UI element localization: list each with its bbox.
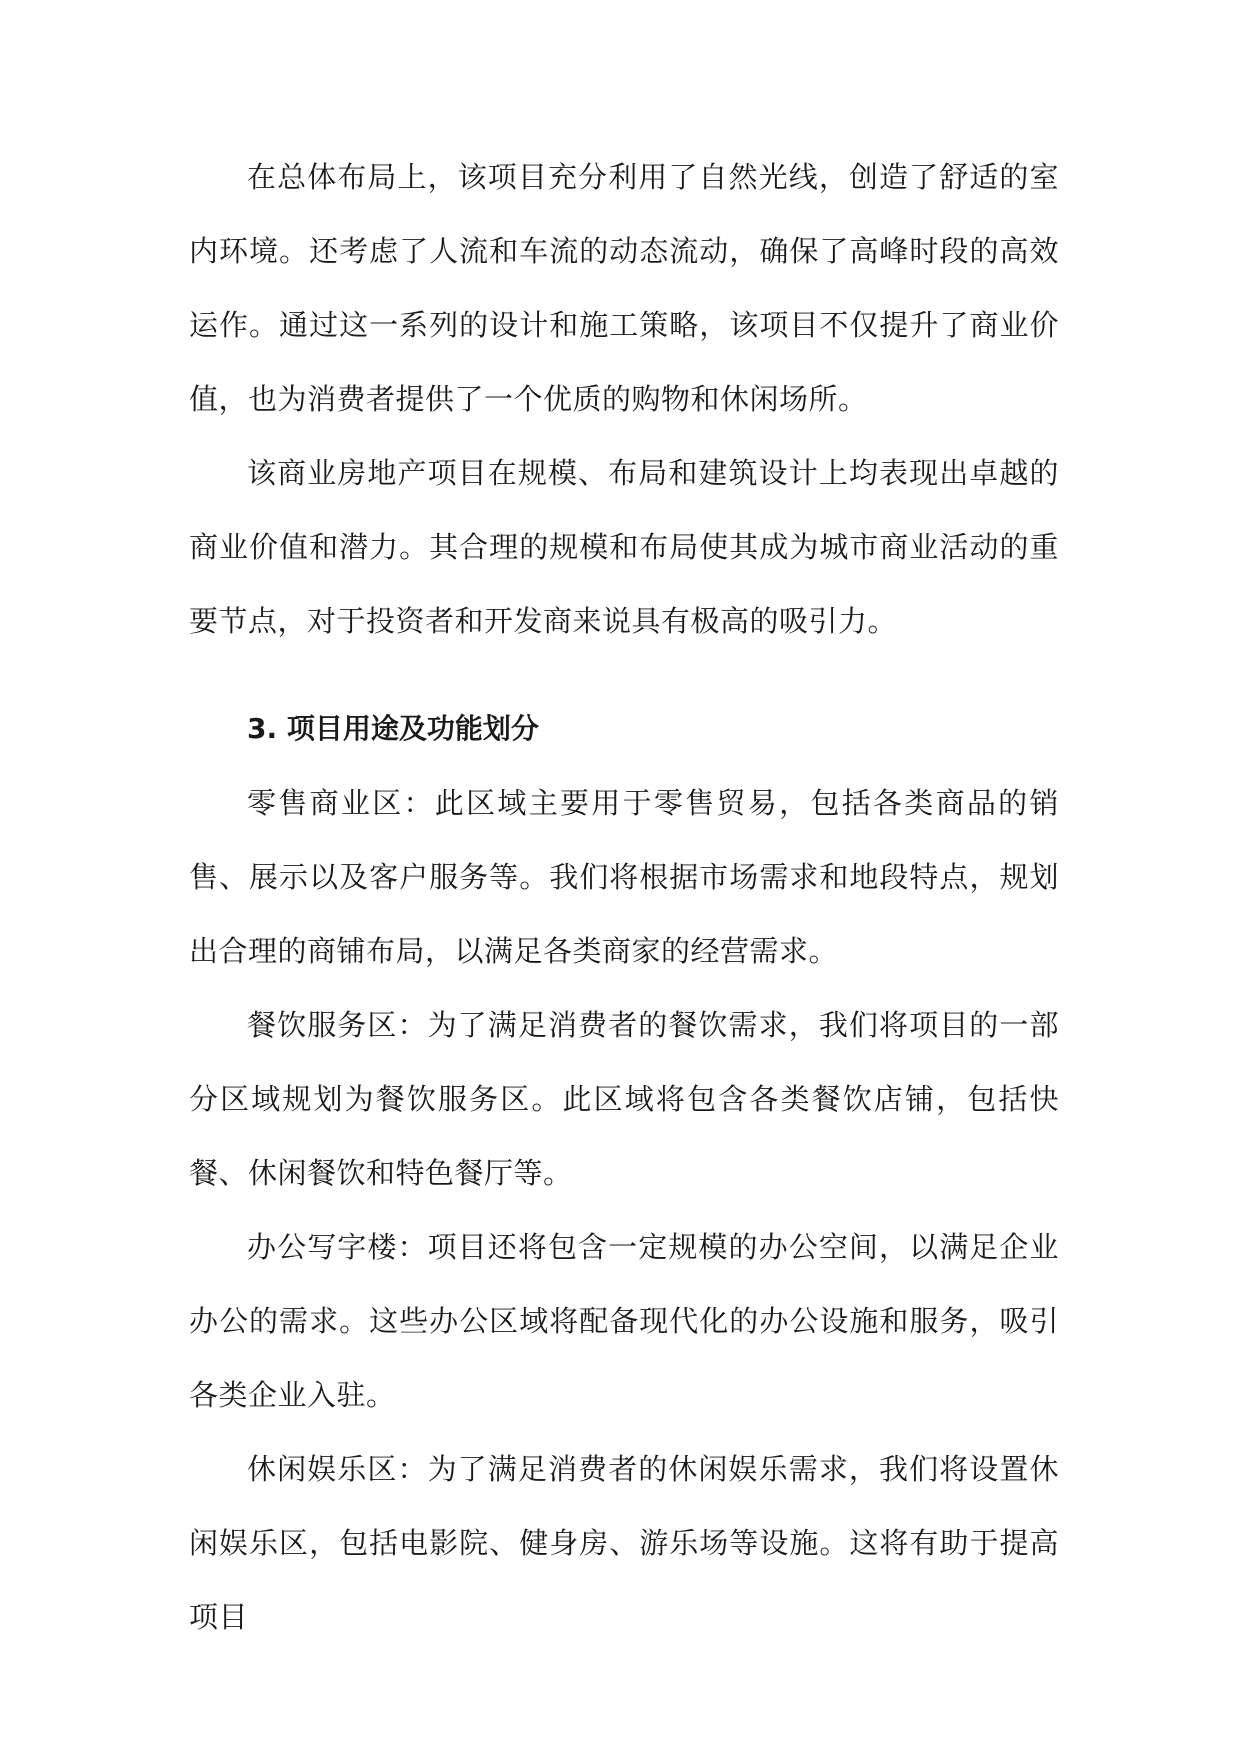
document-body — [189, 140, 1059, 1654]
paragraph-dining-zone: 餐饮服务区：为了满足消费者的餐饮需求，我们将项目的一部分区域规划为餐饮服务区。此区域将包含各类餐饮店铺，包括快餐、休闲餐饮和特色餐厅等。 — [189, 1008, 1059, 1190]
paragraph-office-zone: 办公写字楼：项目还将包含一定规模的办公空间，以满足企业办公的需求。这些办公区域将配备现代化的办公设施和服务，吸引各类企业入驻。 — [189, 1230, 1059, 1412]
paragraph-natural-light: 在总体布局上，该项目充分利用了自然光线，创造了舒适的室内环境。还考虑了人流和车流的动态流动，确保了高峰时段的高效运作。通过这一系列的设计和施工策略，该项目不仅提升了商业价值，也为消费者提供了一个优质的购物和休闲场所。 — [189, 160, 1059, 416]
paragraph-retail-zone: 零售商业区：此区域主要用于零售贸易，包括各类商品的销售、展示以及客户服务等。我们将根据市场需求和地段特点，规划出合理的商铺布局，以满足各类商家的经营需求。 — [189, 786, 1059, 968]
paragraph-leisure-zone: 休闲娱乐区：为了满足消费者的休闲娱乐需求，我们将设置休闲娱乐区，包括电影院、健身房、游乐场等设施。这将有助于提高项目 — [189, 1452, 1059, 1634]
paragraph-commercial-value: 该商业房地产项目在规模、布局和建筑设计上均表现出卓越的商业价值和潜力。其合理的规模和布局使其成为城市商业活动的重要节点，对于投资者和开发商来说具有极高的吸引力。 — [189, 456, 1059, 638]
section-heading: 3. 项目用途及功能划分 — [247, 712, 539, 745]
